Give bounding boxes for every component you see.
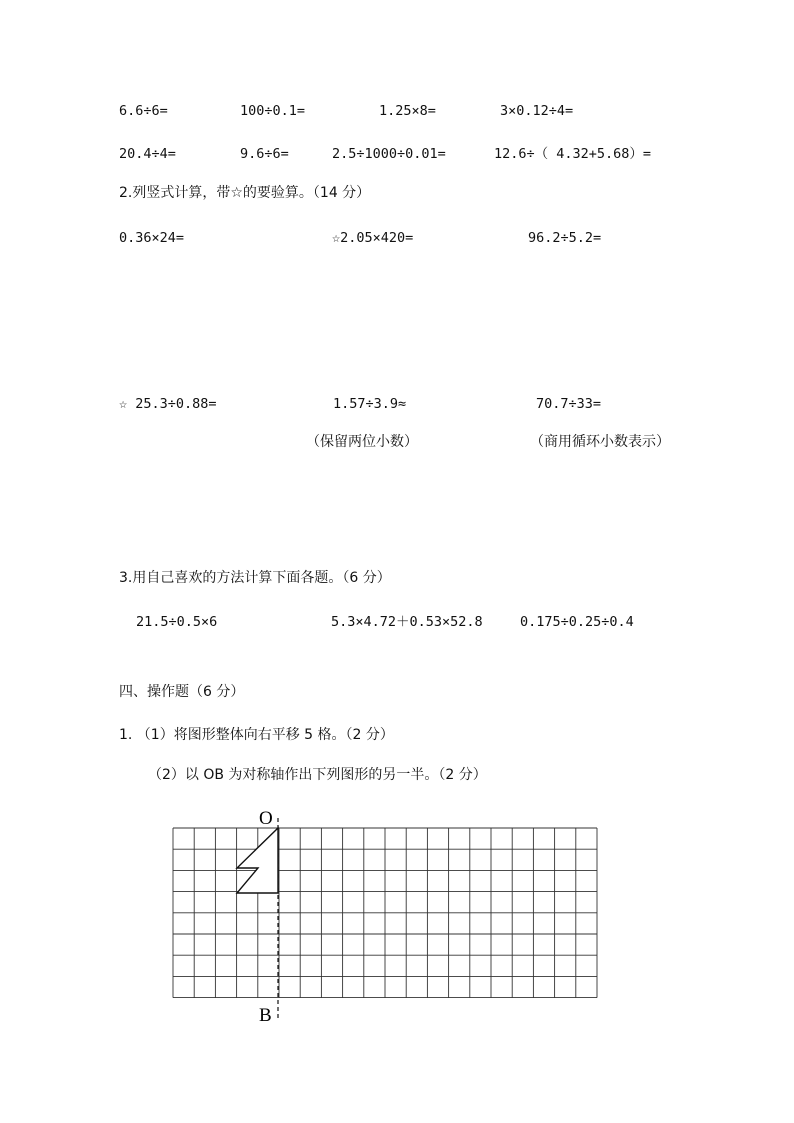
column-calc-item: 96.2÷5.2= [528, 230, 602, 246]
calc-item: 12.6÷（ 4.32+5.68）= [494, 146, 652, 162]
grid-lines [173, 828, 597, 998]
question-3-title: 3.用自己喜欢的方法计算下面各题。（6 分） [119, 570, 391, 586]
calc-item: 1.25×8= [379, 103, 436, 119]
section-4-title: 四、操作题（6 分） [119, 684, 245, 700]
rounding-note: （保留两位小数） [306, 434, 418, 450]
calc-item: 20.4÷4= [119, 146, 176, 162]
operation-q2: （2）以 OB 为对称轴作出下列图形的另一半。（2 分） [148, 767, 487, 783]
question-2-title: 2.列竖式计算，带☆的要验算。（14 分） [119, 185, 371, 201]
calc-item: 3×0.12÷4= [500, 103, 574, 119]
calc-item: 6.6÷6= [119, 103, 168, 119]
axis-label-o: O [259, 808, 273, 829]
recurring-note: （商用循环小数表示） [530, 434, 670, 450]
simplify-item: 21.5÷0.5×6 [136, 614, 218, 630]
simplify-item: 0.175÷0.25÷0.4 [520, 614, 634, 630]
calc-item: 100÷0.1= [240, 103, 306, 119]
column-calc-item: 0.36×24= [119, 230, 185, 246]
column-calc-item: ☆ 25.3÷0.88= [119, 396, 217, 412]
column-calc-item: 1.57÷3.9≈ [333, 396, 407, 412]
operation-q1: 1. （1）将图形整体向右平移 5 格。（2 分） [119, 727, 394, 743]
simplify-item: 5.3×4.72＋0.53×52.8 [331, 614, 483, 630]
calc-item: 2.5÷1000÷0.01= [332, 146, 446, 162]
column-calc-item: 70.7÷33= [536, 396, 602, 412]
calc-item: 9.6÷6= [240, 146, 289, 162]
column-calc-item: ☆2.05×420= [332, 230, 414, 246]
axis-label-b: B [259, 1005, 272, 1026]
